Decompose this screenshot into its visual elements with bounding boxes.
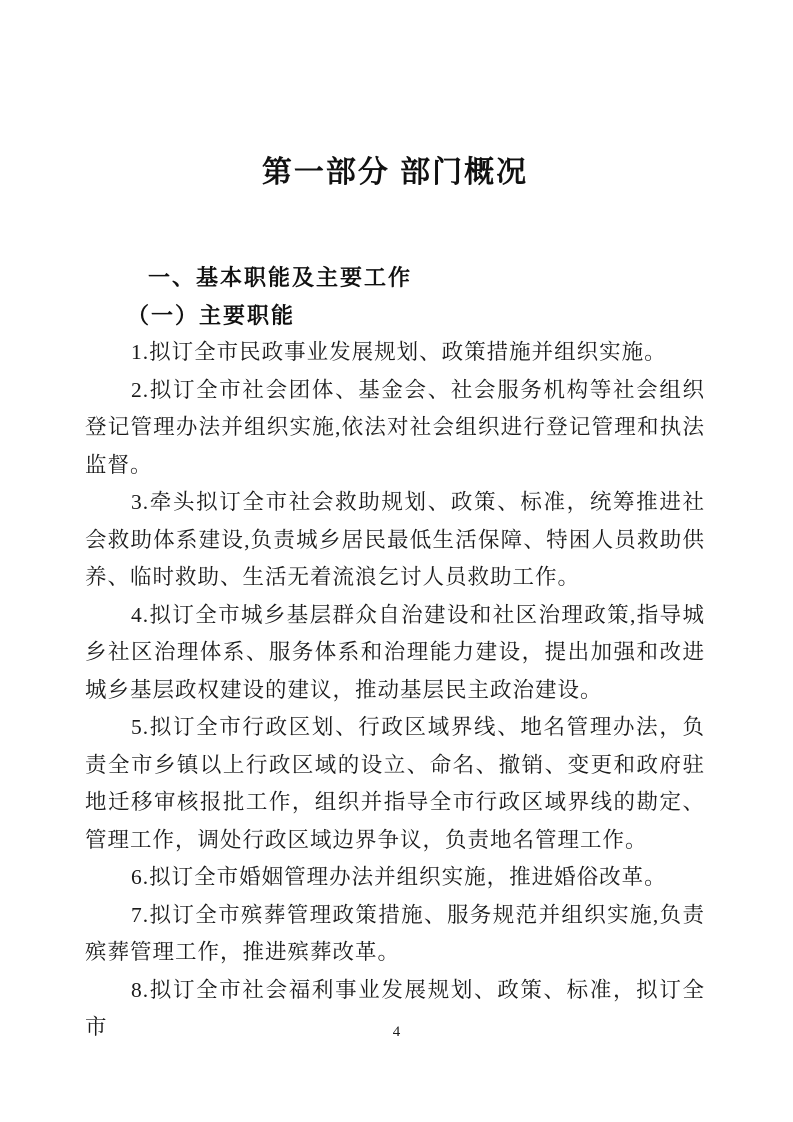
paragraph-8: 8.拟订全市社会福利事业发展规划、政策、标准，拟订全市 bbox=[85, 977, 705, 1039]
subsection-heading: （一）主要职能 bbox=[127, 302, 296, 328]
paragraph-5: 5.拟订全市行政区划、行政区域界线、地名管理办法，负责全市乡镇以上行政区域的设立、命名、撤销、变更和政府驻地迁移审核报批工作，组织并指导全市行政区域界线的勘定、管理工作，调处行政区域边界争议，负责地名管理工作。 bbox=[85, 715, 705, 852]
paragraph-6: 6.拟订全市婚姻管理办法并组织实施，推进婚俗改革。 bbox=[131, 865, 667, 889]
page-number: 4 bbox=[392, 1024, 401, 1040]
section-heading: 一、基本职能及主要工作 bbox=[148, 265, 413, 290]
paragraph-3: 3.牵头拟订全市社会救助规划、政策、标准，统筹推进社会救助体系建设,负责城乡居民最低生活保障、特困人员救助供养、临时救助、生活无着流浪乞讨人员救助工作。 bbox=[85, 490, 705, 589]
paragraph-4: 4.拟订全市城乡基层群众自治建设和社区治理政策,指导城乡社区治理体系、服务体系和治理能力建设，提出加强和改进城乡基层政权建设的建议，推动基层民主政治建设。 bbox=[85, 602, 705, 702]
paragraph-7: 7.拟订全市殡葬管理政策措施、服务规范并组织实施,负责殡葬管理工作，推进殡葬改革。 bbox=[85, 902, 705, 964]
paragraph-1: 1.拟订全市民政事业发展规划、政策措施并组织实施。 bbox=[131, 340, 667, 364]
document-content bbox=[85, 0, 705, 1047]
paragraph-2: 2.拟订全市社会团体、基金会、社会服务机构等社会组织登记管理办法并组织实施,依法对社会组织进行登记管理和执法监督。 bbox=[85, 377, 705, 477]
document-title: 第一部分 部门概况 bbox=[261, 156, 529, 189]
